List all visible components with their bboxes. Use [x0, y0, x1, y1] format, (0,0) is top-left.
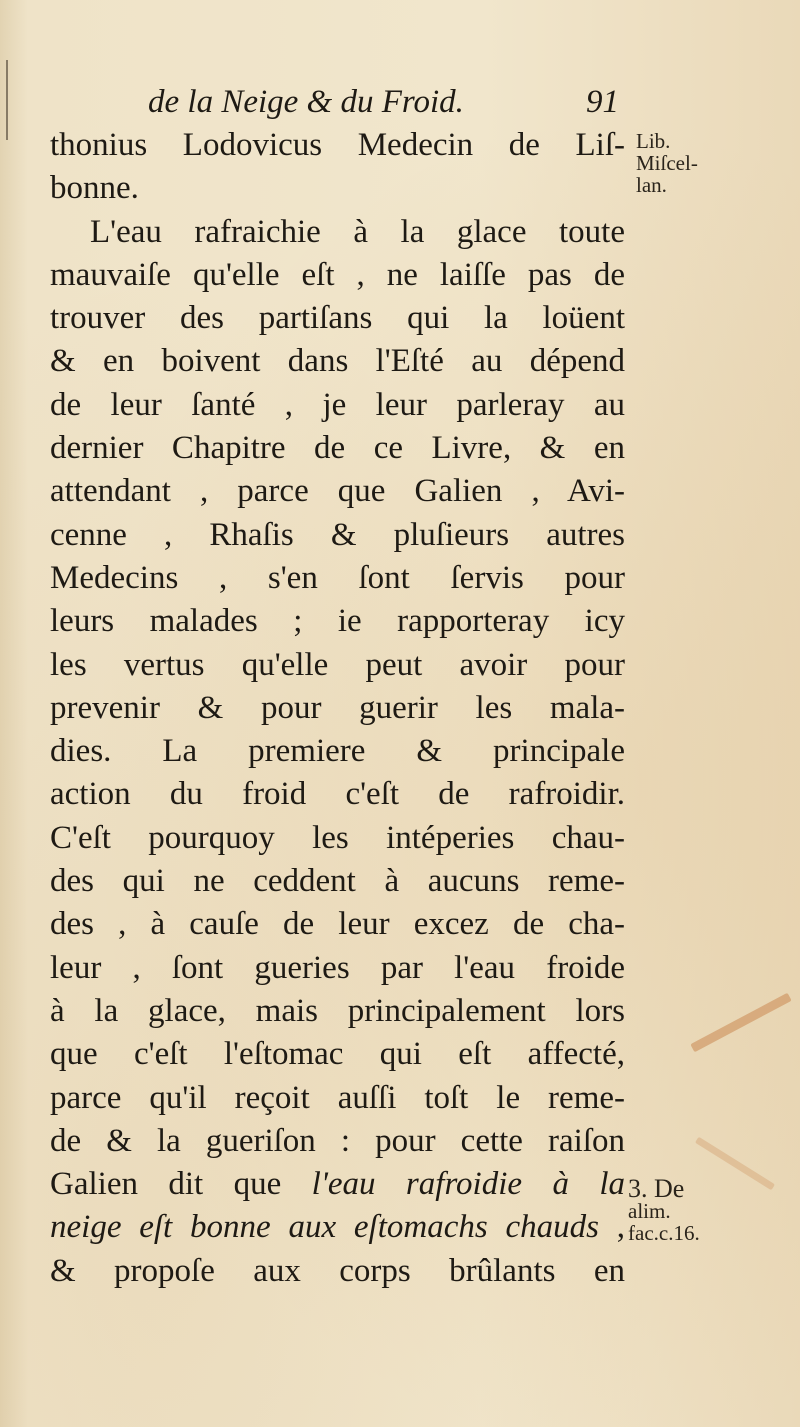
- text-line: [50, 557, 625, 600]
- text-line-roman: de & la gueriſon : pour cette raiſon: [50, 1122, 625, 1159]
- text-line: [50, 340, 625, 383]
- text-line-italic: l'eau rafroidie à la: [311, 1166, 626, 1203]
- text-line: [50, 600, 625, 643]
- text-line-roman: de leur ſanté , je leur parleray au: [50, 386, 625, 423]
- text-line: [50, 1120, 625, 1163]
- text-line-roman: attendant , parce que Galien , Avi-: [50, 473, 625, 510]
- text-line: [50, 211, 625, 254]
- text-line-roman: leurs malades ; ie rapporteray icy: [50, 603, 625, 640]
- text-line-roman: & propoſe aux corps brûlants en: [50, 1252, 625, 1289]
- text-line-roman: Medecins , s'en ſont ſervis pour: [50, 559, 625, 596]
- body-text: [50, 124, 625, 1293]
- text-line: [50, 1250, 625, 1293]
- text-line: [50, 903, 625, 946]
- ink-stain: [690, 993, 791, 1053]
- gutter-shadow: [6, 60, 8, 140]
- text-line: [50, 1163, 625, 1206]
- text-line: [50, 990, 625, 1033]
- text-line-roman: cenne , Rhaſis & pluſieurs autres: [50, 516, 625, 553]
- text-line-roman: mauvaiſe qu'elle eſt , ne laiſſe pas de: [50, 256, 625, 293]
- text-line: [50, 860, 625, 903]
- text-line: [50, 254, 625, 297]
- text-line-roman: parce qu'il reçoit auſſi toſt le reme-: [50, 1079, 625, 1116]
- text-line-italic: neige eſt bonne aux eſtomachs chauds: [50, 1209, 599, 1246]
- text-line-roman: des qui ne ceddent à aucuns reme-: [50, 863, 625, 900]
- margin-note-line: Lib.: [636, 129, 671, 153]
- text-line: [50, 1077, 625, 1120]
- text-line-roman: thonius Lodovicus Medecin de Liſ-: [50, 127, 625, 163]
- margin-note-line: fac.c.16.: [628, 1221, 700, 1245]
- page-number: 91: [586, 84, 619, 120]
- text-line-roman: trouver des partiſans qui la loüent: [50, 300, 625, 337]
- text-line: [50, 773, 625, 816]
- text-line-roman: des , à cauſe de leur excez de cha-: [50, 906, 625, 943]
- text-line-roman: action du froid c'eſt de rafroidir.: [50, 776, 625, 813]
- text-line-roman: que c'eſt l'eſtomac qui eſt affecté,: [50, 1036, 625, 1073]
- text-line-roman: dies. La premiere & principale: [50, 733, 625, 770]
- text-line: [50, 687, 625, 730]
- text-line: [50, 167, 625, 210]
- text-line-roman: & en boivent dans l'Eſté au dépend: [50, 343, 625, 380]
- text-line: [50, 817, 625, 860]
- text-line: [50, 384, 625, 427]
- text-line: [50, 1033, 625, 1076]
- text-line: [50, 427, 625, 470]
- text-line-roman: dernier Chapitre de ce Livre, & en: [50, 430, 625, 467]
- margin-note-bottom: [628, 1174, 748, 1245]
- text-line: [50, 124, 625, 167]
- text-line-roman: Galien dit que: [50, 1166, 312, 1203]
- text-line-roman: ,: [598, 1209, 626, 1246]
- text-line: [50, 644, 625, 687]
- running-head: de la Neige & du Froid.: [148, 84, 464, 120]
- text-line: [50, 514, 625, 557]
- margin-note-line: 3. De: [628, 1174, 685, 1203]
- margin-note-top: [636, 130, 726, 196]
- text-line: [50, 470, 625, 513]
- text-line-roman: leur , ſont gueries par l'eau froide: [50, 949, 625, 986]
- text-line-roman: bonne.: [50, 170, 139, 207]
- text-line: [50, 297, 625, 340]
- margin-note-line: alim.: [628, 1199, 671, 1223]
- text-line-roman: à la glace, mais principalement lors: [50, 992, 625, 1029]
- text-line-roman: L'eau rafraichie à la glace toute: [90, 213, 625, 250]
- text-line-roman: prevenir & pour guerir les mala-: [50, 689, 625, 726]
- text-line: [50, 730, 625, 773]
- text-line-roman: C'eſt pourquoy les intéperies chau-: [50, 819, 625, 856]
- text-line: [50, 947, 625, 990]
- margin-note-line: Miſcel-: [636, 151, 698, 175]
- text-line-roman: les vertus qu'elle peut avoir pour: [50, 646, 625, 683]
- text-line: [50, 1206, 625, 1249]
- margin-note-line: lan.: [636, 173, 667, 197]
